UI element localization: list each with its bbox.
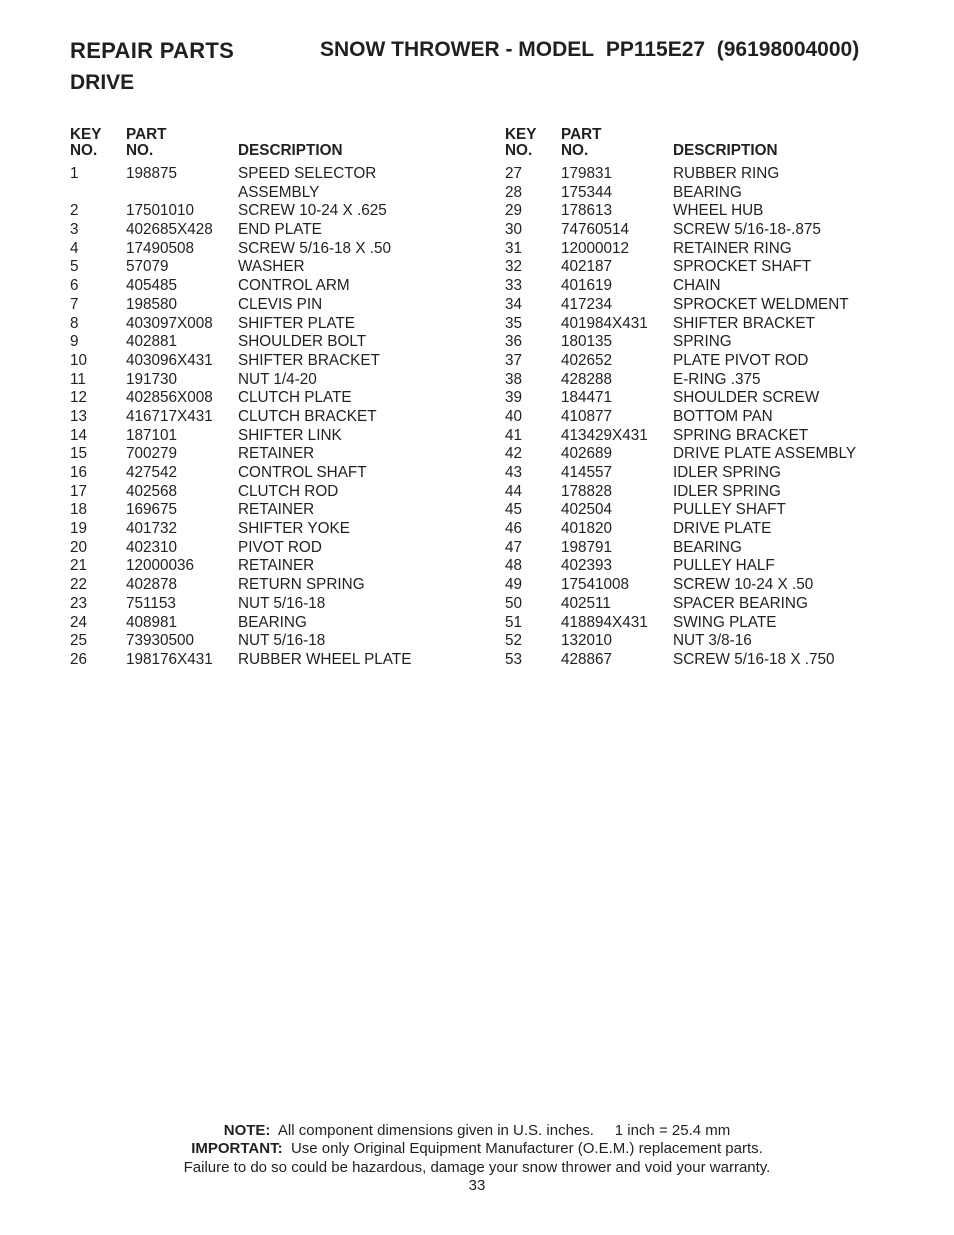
description-cell: BOTTOM PAN bbox=[673, 407, 773, 425]
part-no-cell: 180135 bbox=[561, 333, 613, 351]
key-no-cell: 25 bbox=[70, 632, 88, 650]
part-no-cell: 403097X008 bbox=[126, 314, 213, 332]
part-no-cell: 413429X431 bbox=[561, 426, 648, 444]
part-no-cell: 403096X431 bbox=[126, 351, 213, 369]
description-cell: SHIFTER BRACKET bbox=[238, 351, 380, 369]
key-no-cell: 9 bbox=[70, 333, 79, 351]
part-no-cell: 402685X428 bbox=[126, 221, 213, 239]
part-no-cell: 17541008 bbox=[561, 576, 630, 594]
key-header-line2: NO. bbox=[505, 142, 533, 159]
key-no-cell: 48 bbox=[505, 557, 523, 575]
key-no-cell: 35 bbox=[505, 314, 523, 332]
description-cell: CLUTCH BRACKET bbox=[238, 407, 377, 425]
key-no-cell: 53 bbox=[505, 650, 523, 668]
description-cell: SPROCKET SHAFT bbox=[673, 258, 812, 276]
key-header-line2: NO. bbox=[70, 142, 98, 159]
description-cell: SHIFTER YOKE bbox=[238, 520, 350, 538]
description-header: DESCRIPTION bbox=[673, 142, 778, 159]
part-no-cell: 401619 bbox=[561, 277, 613, 295]
description-cell: SPRING bbox=[673, 333, 732, 351]
part-no-cell: 402511 bbox=[561, 594, 611, 612]
part-header-line1: PART bbox=[126, 126, 167, 143]
key-no-cell: 34 bbox=[505, 295, 523, 313]
key-no-cell: 33 bbox=[505, 277, 523, 295]
key-no-cell: 11 bbox=[70, 370, 86, 388]
part-header-line2: NO. bbox=[561, 142, 589, 159]
key-no-cell: 51 bbox=[505, 613, 523, 631]
description-cell: CONTROL ARM bbox=[238, 277, 350, 295]
part-no-header bbox=[561, 127, 602, 159]
description-cell: NUT 1/4-20 bbox=[238, 370, 317, 388]
key-header-line1: KEY bbox=[505, 126, 537, 143]
part-header-line1: PART bbox=[561, 126, 602, 143]
key-no-cell: 42 bbox=[505, 445, 523, 463]
model-number: PP115E27 bbox=[605, 38, 706, 61]
part-no-cell: 12000036 bbox=[126, 557, 195, 575]
key-no-cell: 36 bbox=[505, 333, 523, 351]
key-no-cell: 19 bbox=[70, 520, 88, 538]
section-title: DRIVE bbox=[70, 71, 135, 94]
description-cell: PULLEY HALF bbox=[673, 557, 775, 575]
key-no-header bbox=[70, 127, 101, 159]
key-no-cell: 15 bbox=[70, 445, 88, 463]
description-cell: PLATE PIVOT ROD bbox=[673, 351, 809, 369]
part-no-cell: 178828 bbox=[561, 482, 613, 500]
part-no-header bbox=[126, 127, 167, 159]
key-no-cell: 46 bbox=[505, 520, 523, 538]
key-no-cell: 44 bbox=[505, 482, 523, 500]
key-no-cell: 39 bbox=[505, 389, 523, 407]
part-no-cell: 401732 bbox=[126, 520, 178, 538]
part-no-cell: 191730 bbox=[126, 370, 178, 388]
key-no-cell: 13 bbox=[70, 407, 88, 425]
description-cell: DRIVE PLATE bbox=[673, 520, 772, 538]
part-no-cell: 414557 bbox=[561, 464, 613, 481]
key-no-cell: 28 bbox=[505, 183, 523, 201]
key-no-cell: 26 bbox=[70, 650, 88, 668]
part-no-cell: 405485 bbox=[126, 277, 178, 295]
description-header: DESCRIPTION bbox=[238, 142, 343, 159]
description-cell: PIVOT ROD bbox=[238, 538, 322, 556]
key-no-cell: 30 bbox=[505, 221, 523, 239]
description-cell: BEARING bbox=[673, 183, 742, 201]
model-heading bbox=[320, 38, 859, 62]
key-no-cell: 40 bbox=[505, 407, 523, 425]
important-text: Use only Original Equipment Manufacturer (O.E.M.) replacement parts. bbox=[290, 1140, 763, 1158]
description-cell: RETAINER bbox=[238, 557, 315, 575]
description-cell: SPRING BRACKET bbox=[673, 426, 809, 444]
description-cell: RETAINER RING bbox=[673, 239, 792, 257]
part-no-cell: 402652 bbox=[561, 351, 613, 369]
key-no-cell: 2 bbox=[70, 202, 79, 220]
key-no-cell: 49 bbox=[505, 576, 523, 594]
description-cell: WASHER bbox=[238, 258, 305, 276]
title-row bbox=[70, 38, 910, 68]
warning-line: Failure to do so could be hazardous, damage your snow thrower and void your warranty. bbox=[183, 1158, 771, 1176]
description-cell: SCREW 5/16-18 X .750 bbox=[673, 650, 835, 668]
part-no-cell: 175344 bbox=[561, 183, 613, 201]
key-no-cell: 37 bbox=[505, 351, 523, 369]
part-no-cell: 402881 bbox=[126, 333, 178, 351]
description-cell: RETAINER bbox=[238, 445, 315, 463]
description-cell-line2: ASSEMBLY bbox=[238, 183, 320, 201]
key-no-cell: 47 bbox=[505, 538, 523, 556]
part-no-cell: 179831 bbox=[561, 165, 613, 182]
part-no-cell: 428288 bbox=[561, 370, 613, 388]
page-number: 33 bbox=[468, 1176, 486, 1194]
key-no-cell: 1 bbox=[70, 165, 79, 182]
description-cell: SHIFTER BRACKET bbox=[673, 314, 815, 332]
part-no-cell: 74760514 bbox=[561, 221, 630, 239]
part-no-cell: 198791 bbox=[561, 538, 613, 556]
repair-parts-heading: REPAIR PARTS bbox=[70, 38, 235, 63]
key-no-cell: 24 bbox=[70, 613, 88, 631]
part-no-cell: 132010 bbox=[561, 632, 613, 650]
key-no-cell: 29 bbox=[505, 202, 523, 220]
key-no-cell: 22 bbox=[70, 576, 88, 594]
part-no-cell: 198580 bbox=[126, 295, 178, 313]
key-no-cell: 52 bbox=[505, 632, 523, 650]
key-no-cell: 6 bbox=[70, 277, 79, 295]
part-no-cell: 198875 bbox=[126, 165, 178, 182]
key-no-cell: 5 bbox=[70, 258, 79, 276]
key-no-cell: 17 bbox=[70, 482, 88, 500]
key-no-header bbox=[505, 127, 536, 159]
key-no-cell: 12 bbox=[70, 389, 88, 407]
model-prefix: SNOW THROWER - MODEL bbox=[320, 38, 595, 61]
description-cell: NUT 5/16-18 bbox=[238, 632, 326, 650]
description-cell: SCREW 10-24 X .625 bbox=[238, 202, 387, 220]
description-cell: SHIFTER LINK bbox=[238, 426, 342, 444]
part-no-cell: 12000012 bbox=[561, 239, 630, 257]
part-no-cell: 73930500 bbox=[126, 632, 195, 650]
part-no-cell: 417234 bbox=[561, 295, 613, 313]
description-cell: SCREW 5/16-18 X .50 bbox=[238, 239, 392, 257]
key-no-cell: 16 bbox=[70, 464, 88, 482]
description-cell: NUT 3/8-16 bbox=[673, 632, 752, 650]
part-no-cell: 178613 bbox=[561, 202, 613, 220]
description-cell: E-RING .375 bbox=[673, 370, 761, 388]
part-no-cell: 402504 bbox=[561, 501, 613, 519]
part-no-cell: 402393 bbox=[561, 557, 613, 575]
description-cell: SHIFTER PLATE bbox=[238, 314, 356, 332]
description-cell: IDLER SPRING bbox=[673, 464, 781, 481]
description-cell: SCREW 10-24 X .50 bbox=[673, 576, 814, 594]
part-no-cell: 402856X008 bbox=[126, 389, 213, 407]
part-no-cell: 198176X431 bbox=[126, 650, 213, 668]
description-cell: RUBBER RING bbox=[673, 165, 780, 182]
description-cell: SCREW 5/16-18-.875 bbox=[673, 221, 821, 239]
part-no-cell: 57079 bbox=[126, 258, 169, 276]
part-no-cell: 402568 bbox=[126, 482, 178, 500]
description-cell: CLUTCH ROD bbox=[238, 482, 339, 500]
conversion-text: 1 inch = 25.4 mm bbox=[614, 1122, 731, 1139]
description-cell: SHOULDER BOLT bbox=[238, 333, 367, 351]
key-no-cell: 43 bbox=[505, 464, 523, 481]
part-no-cell: 184471 bbox=[561, 389, 613, 407]
page-header bbox=[70, 38, 910, 94]
description-cell: NUT 5/16-18 bbox=[238, 594, 326, 612]
description-cell: RETURN SPRING bbox=[238, 576, 365, 594]
note-text: All component dimensions given in U.S. inches. bbox=[277, 1122, 594, 1139]
description-cell: WHEEL HUB bbox=[673, 202, 764, 220]
part-no-cell: 402689 bbox=[561, 445, 613, 463]
note-label: NOTE: bbox=[223, 1122, 271, 1139]
description-cell: PULLEY SHAFT bbox=[673, 501, 786, 519]
page-footer bbox=[0, 1122, 954, 1195]
description-cell: BEARING bbox=[673, 538, 742, 556]
key-no-cell: 38 bbox=[505, 370, 523, 388]
part-header-line2: NO. bbox=[126, 142, 154, 159]
key-no-cell: 31 bbox=[505, 239, 523, 257]
description-cell: CHAIN bbox=[673, 277, 721, 295]
description-cell: SWING PLATE bbox=[673, 613, 777, 631]
key-header-line1: KEY bbox=[70, 126, 102, 143]
key-no-cell: 3 bbox=[70, 221, 79, 239]
key-no-cell: 27 bbox=[505, 165, 523, 182]
important-label: IMPORTANT: bbox=[191, 1140, 283, 1158]
description-cell: SPEED SELECTOR bbox=[238, 165, 377, 182]
part-no-cell: 751153 bbox=[126, 594, 176, 612]
part-no-cell: 428867 bbox=[561, 650, 613, 668]
description-cell: CLUTCH PLATE bbox=[238, 389, 352, 407]
description-cell: RUBBER WHEEL PLATE bbox=[238, 650, 412, 668]
key-no-cell: 7 bbox=[70, 295, 79, 313]
key-no-cell: 32 bbox=[505, 258, 523, 276]
description-cell: SHOULDER SCREW bbox=[673, 389, 820, 407]
part-no-cell: 700279 bbox=[126, 445, 178, 463]
description-cell: CONTROL SHAFT bbox=[238, 464, 367, 482]
description-cell: IDLER SPRING bbox=[673, 482, 781, 500]
key-no-cell: 8 bbox=[70, 314, 79, 332]
part-no-cell: 402310 bbox=[126, 538, 178, 556]
part-no-cell: 427542 bbox=[126, 464, 178, 482]
part-no-cell: 408981 bbox=[126, 613, 178, 631]
key-no-cell: 45 bbox=[505, 501, 523, 519]
part-no-cell: 416717X431 bbox=[126, 407, 213, 425]
key-no-cell: 41 bbox=[505, 426, 523, 444]
model-code: (96198004000) bbox=[716, 38, 860, 61]
description-cell: DRIVE PLATE ASSEMBLY bbox=[673, 445, 857, 463]
part-no-cell: 410877 bbox=[561, 407, 613, 425]
part-no-cell: 401820 bbox=[561, 520, 613, 538]
part-no-cell: 187101 bbox=[126, 426, 178, 444]
part-no-cell: 418894X431 bbox=[561, 613, 648, 631]
part-no-cell: 402878 bbox=[126, 576, 178, 594]
note-line bbox=[0, 1122, 954, 1140]
description-cell: BEARING bbox=[238, 613, 307, 631]
key-no-cell: 23 bbox=[70, 594, 88, 612]
part-no-cell: 17490508 bbox=[126, 239, 195, 257]
part-no-cell: 401984X431 bbox=[561, 314, 648, 332]
key-no-cell: 50 bbox=[505, 594, 523, 612]
description-cell: SPROCKET WELDMENT bbox=[673, 295, 849, 313]
description-cell: CLEVIS PIN bbox=[238, 295, 323, 313]
key-no-cell: 21 bbox=[70, 557, 88, 575]
key-no-cell: 10 bbox=[70, 351, 88, 369]
description-cell: RETAINER bbox=[238, 501, 315, 519]
part-no-cell: 169675 bbox=[126, 501, 178, 519]
key-no-cell: 4 bbox=[70, 239, 79, 257]
description-cell: END PLATE bbox=[238, 221, 322, 239]
part-no-cell: 17501010 bbox=[126, 202, 195, 220]
important-line bbox=[0, 1140, 954, 1158]
description-cell: SPACER BEARING bbox=[673, 594, 808, 612]
key-no-cell: 20 bbox=[70, 538, 88, 556]
key-no-cell: 18 bbox=[70, 501, 88, 519]
key-no-cell: 14 bbox=[70, 426, 88, 444]
part-no-cell: 402187 bbox=[561, 258, 613, 276]
